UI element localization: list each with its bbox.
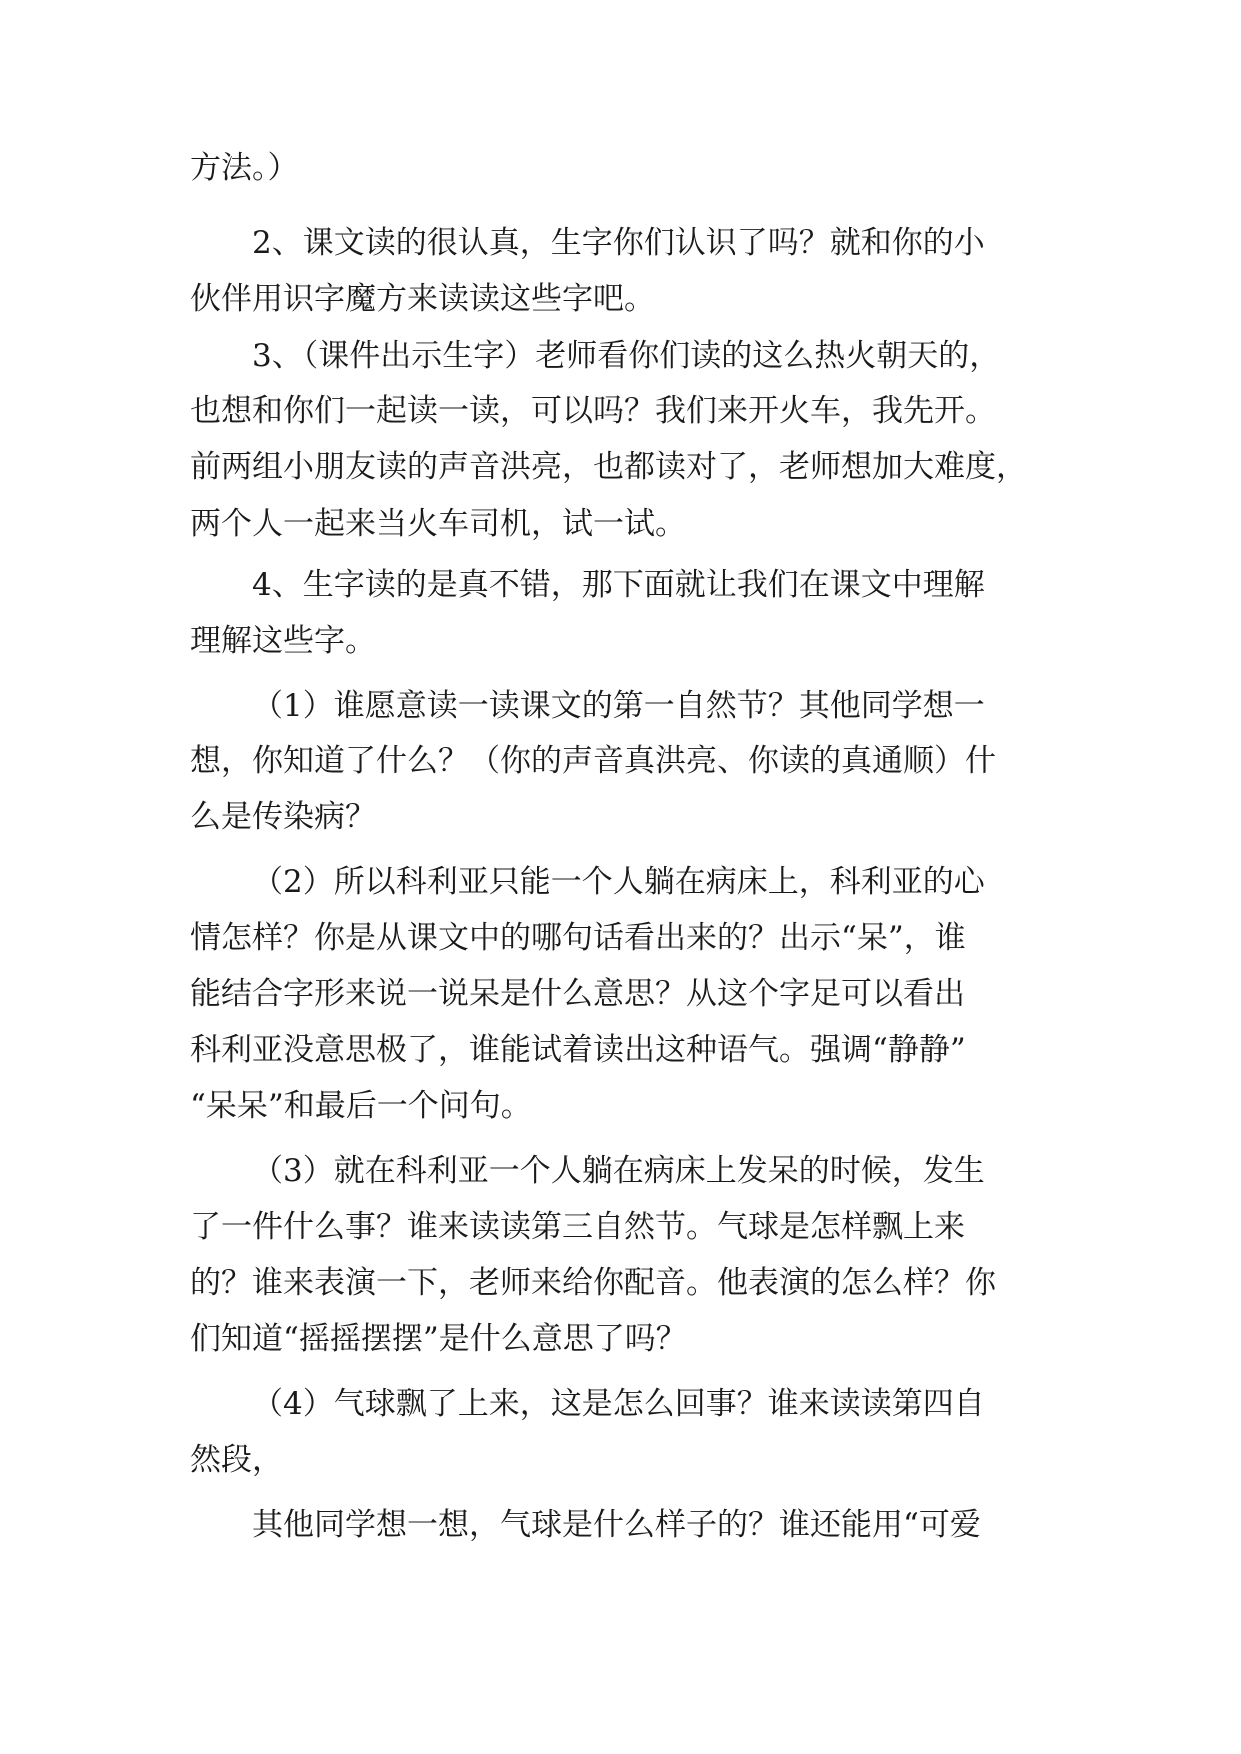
text-line: 伙伴用识字魔方来读读这些字吧。: [190, 281, 655, 317]
text-line: 前两组小朋友读的声音洪亮，也都读对了，老师想加大难度，: [190, 449, 1027, 485]
text-line: 理解这些字。: [190, 623, 376, 659]
text-line: （2）所以科利亚只能一个人躺在病床上，科利亚的心: [252, 864, 985, 900]
text-line: 然段，: [190, 1442, 283, 1478]
text-line: 4、生字读的是真不错，那下面就让我们在课文中理解: [252, 567, 985, 603]
text-line: 们知道“摇摇摆摆”是什么意思了吗？: [190, 1321, 687, 1357]
text-line: 2、课文读的很认真，生字你们认识了吗？就和你的小: [252, 225, 985, 261]
text-line: （4）气球飘了上来，这是怎么回事？谁来读读第四自: [252, 1386, 985, 1422]
text-line: 科利亚没意思极了，谁能试着读出这种语气。强调“静静”: [190, 1032, 966, 1068]
text-line: 的？谁来表演一下，老师来给你配音。他表演的怎么样？你: [190, 1265, 996, 1301]
text-line: 么是传染病？: [190, 799, 376, 835]
text-line: 其他同学想一想，气球是什么样子的？谁还能用“可爱: [252, 1507, 981, 1543]
text-line: 方法。）: [190, 150, 299, 186]
text-line: 也想和你们一起读一读，可以吗？我们来开火车，我先开。: [190, 393, 996, 429]
text-line: 情怎样？你是从课文中的哪句话看出来的？出示“呆”，谁: [190, 920, 966, 956]
text-line: 了一件什么事？谁来读读第三自然节。气球是怎样飘上来: [190, 1209, 965, 1245]
text-line: 想，你知道了什么？（你的声音真洪亮、你读的真通顺）什: [190, 743, 996, 779]
text-line: 能结合字形来说一说呆是什么意思？从这个字足可以看出: [190, 976, 965, 1012]
text-line: 3、（课件出示生字）老师看你们读的这么热火朝天的，: [252, 338, 1001, 374]
text-line: “呆呆”和最后一个问句。: [190, 1088, 532, 1124]
text-line: 两个人一起来当火车司机，试一试。: [190, 506, 686, 542]
text-line: （1）谁愿意读一读课文的第一自然节？其他同学想一: [252, 688, 985, 724]
text-line: （3）就在科利亚一个人躺在病床上发呆的时候，发生: [252, 1153, 985, 1189]
